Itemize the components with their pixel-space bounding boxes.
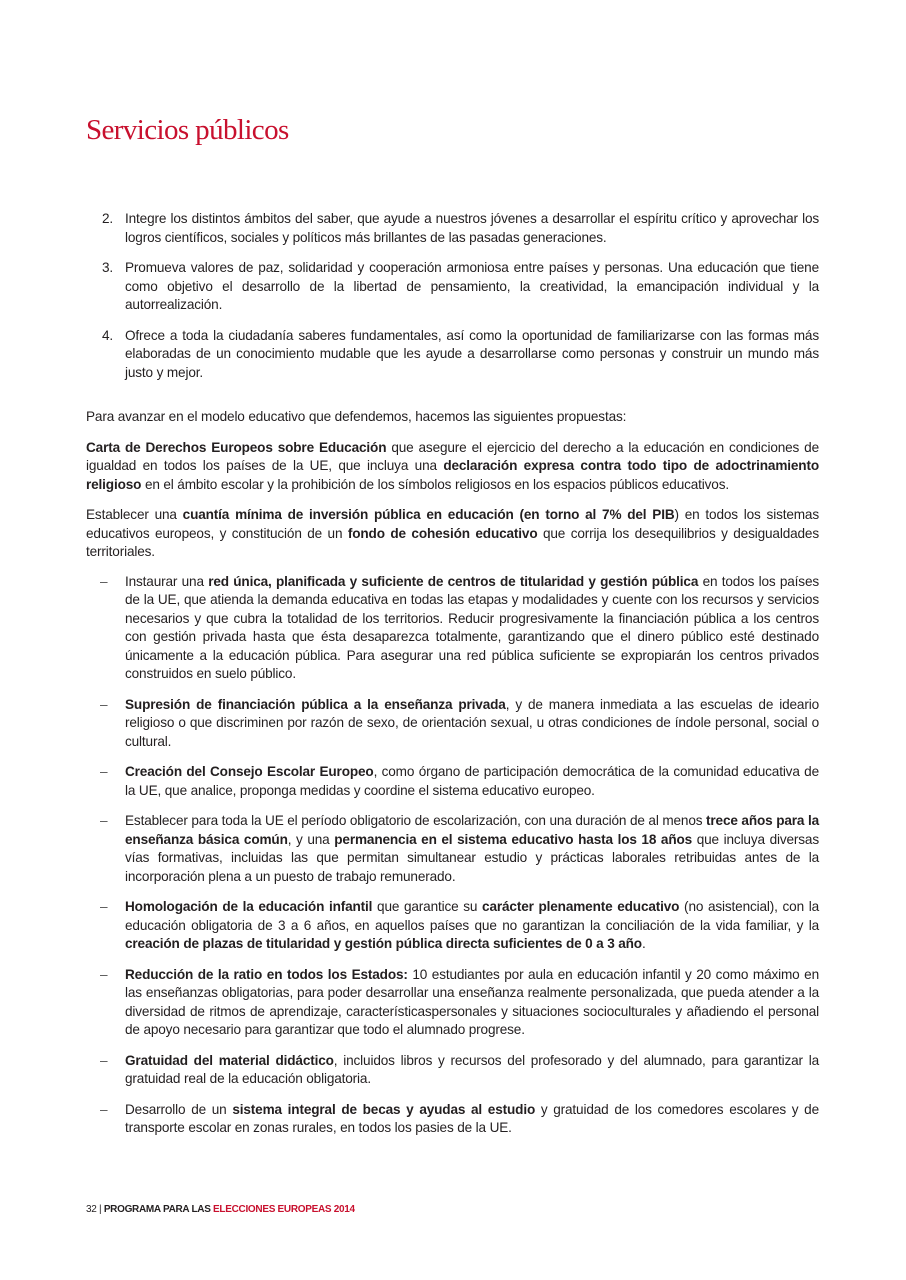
footer-elections: ELECCIONES EUROPEAS 2014 [210, 1204, 355, 1215]
page-title: Servicios públicos [86, 114, 289, 146]
dash-bullet: – [100, 899, 108, 914]
document-body [86, 210, 819, 1138]
item-number: 2. [102, 211, 114, 226]
page-footer [86, 1204, 355, 1215]
item-text: Ofrece a toda la ciudadanía saberes fundamentales, así como la oportunidad de familiarizarse con las formas más elaboradas de un conocimiento mudable que les ayude a desarrollarse como personas y construir un mundo más justo y mejor. [125, 327, 819, 380]
inversion-paragraph: Establecer una cuantía mínima de inversión pública en educación (en torno al 7% del PIB) en todos los sistemas educativos europeos, y constitución de un fondo de cohesión educativo que corrija los desequilibrios y desigualdades territoriales. [86, 507, 819, 559]
list-item-ratio: – Reducción de la ratio en todos los Estados: 10 estudiantes por aula en educación infantil y 20 como máximo en las enseñanzas obligatorias, para poder desarrollar una enseñanza realmente personalizada, que pueda atender a la diversidad de ritmos de aprendizaje, característicaspersonales y situaciones socioculturales y añadiendo el personal de apoyo necesario para garantizar que todo el alumnado progrese. [100, 966, 819, 1037]
dash-bullet: – [100, 1101, 108, 1117]
numbered-list [86, 210, 819, 382]
dash-bullet: – [100, 1052, 108, 1068]
item-number: 4. [102, 327, 114, 343]
dash-bullet: – [100, 966, 108, 982]
list-item-gratuidad: – Gratuidad del material didáctico, incluidos libros y recursos del profesorado y del alumnado, para garantizar la gratuidad real de la educación obligatoria. [100, 1052, 819, 1086]
list-item-consejo: – Creación del Consejo Escolar Europeo, como órgano de participación democrática de la comunidad educativa de la UE, que analice, proponga medidas y coordine el sistema educativo europeo. [100, 764, 819, 798]
item-number: 3. [102, 260, 114, 275]
carta-heading: Carta de Derechos Europeos sobre Educación [86, 439, 387, 455]
dash-bullet: – [100, 573, 108, 589]
list-item-periodo: – Establecer para toda la UE el período obligatorio de escolarización, con una duración de al menos trece años para la enseñanza básica común, y una permanencia en el sistema educativo hasta los 18 años que incluya diversas vías formativas, incluidas las que permitan simultanear estudio y prácticas laborales retribuidas antes de la incorporación plena a un puesto de trabajo remunerado. [100, 813, 819, 884]
list-item [86, 259, 819, 315]
carta-paragraph: Carta de Derechos Europeos sobre Educación que asegure el ejercicio del derecho a la educación en condiciones de igualdad en todos los países de la UE, que incluya una declaración expresa contra todo tipo de adoctrinamiento religioso en el ámbito escolar y la prohibición de los símbolos religiosos en los espacios públicos educativos. [86, 439, 819, 492]
item-text: Integre los distintos ámbitos del saber, que ayude a nuestros jóvenes a desarrollar el espíritu crítico y aprovechar los logros científicos, sociales y políticos más brillantes de las pasadas generaciones. [125, 211, 819, 245]
list-item-supresion: – Supresión de financiación pública a la enseñanza privada, y de manera inmediata a las escuelas de ideario religioso o que discriminen por razón de sexo, de orientación sexual, u otras condiciones de índole personal, social o cultural. [100, 696, 819, 749]
list-item [86, 327, 819, 383]
list-item-infantil: – Homologación de la educación infantil que garantice su carácter plenamente educativo (no asistencial), con la educación obligatoria de 3 a 6 años, en aquellos países que no garantizan la conciliación de la vida familiar, y la creación de plazas de titularidad y gestión pública directa suficientes de 0 a 3 año. [100, 899, 819, 951]
item-text: Promueva valores de paz, solidaridad y cooperación armoniosa entre países y personas. Una educación que tiene como objetivo el desarrollo de la libertad de pensamiento, la creatividad, la emancipación individual y la autorrealización. [125, 260, 819, 312]
list-item [86, 210, 819, 247]
list-item-becas: – Desarrollo de un sistema integral de becas y ayudas al estudio y gratuidad de los comedores escolares y de transporte escolar en zonas rurales, en todos los pasies de la UE. [100, 1101, 819, 1135]
page-number: 32 [86, 1204, 97, 1215]
footer-program: PROGRAMA PARA LAS [103, 1204, 211, 1215]
intro-paragraph: Para avanzar en el modelo educativo que defendemos, hacemos las siguientes propuestas: [86, 409, 627, 424]
footer-separator: | [99, 1204, 102, 1215]
dash-bullet: – [100, 764, 108, 779]
list-item-red-publica: – Instaurar una red única, planificada y suficiente de centros de titularidad y gestión pública en todos los países de la UE, que atienda la demanda educativa en todas las etapas y modalidades y cuente con los recursos y servicios necesarios y que cubra la totalidad de los territorios. Reducir progresivamente la financiación pública a los centros con gestión privada hasta que ésta desaparezca totalmente, garantizando que el dinero público esté destinado únicamente a la educación pública. Para asegurar una red pública suficiente se expropiarán los centros privados construidos en suelo público. [100, 573, 820, 681]
dash-bullet: – [100, 813, 108, 828]
dash-bullet: – [100, 696, 108, 712]
proposals-list [86, 573, 819, 1138]
